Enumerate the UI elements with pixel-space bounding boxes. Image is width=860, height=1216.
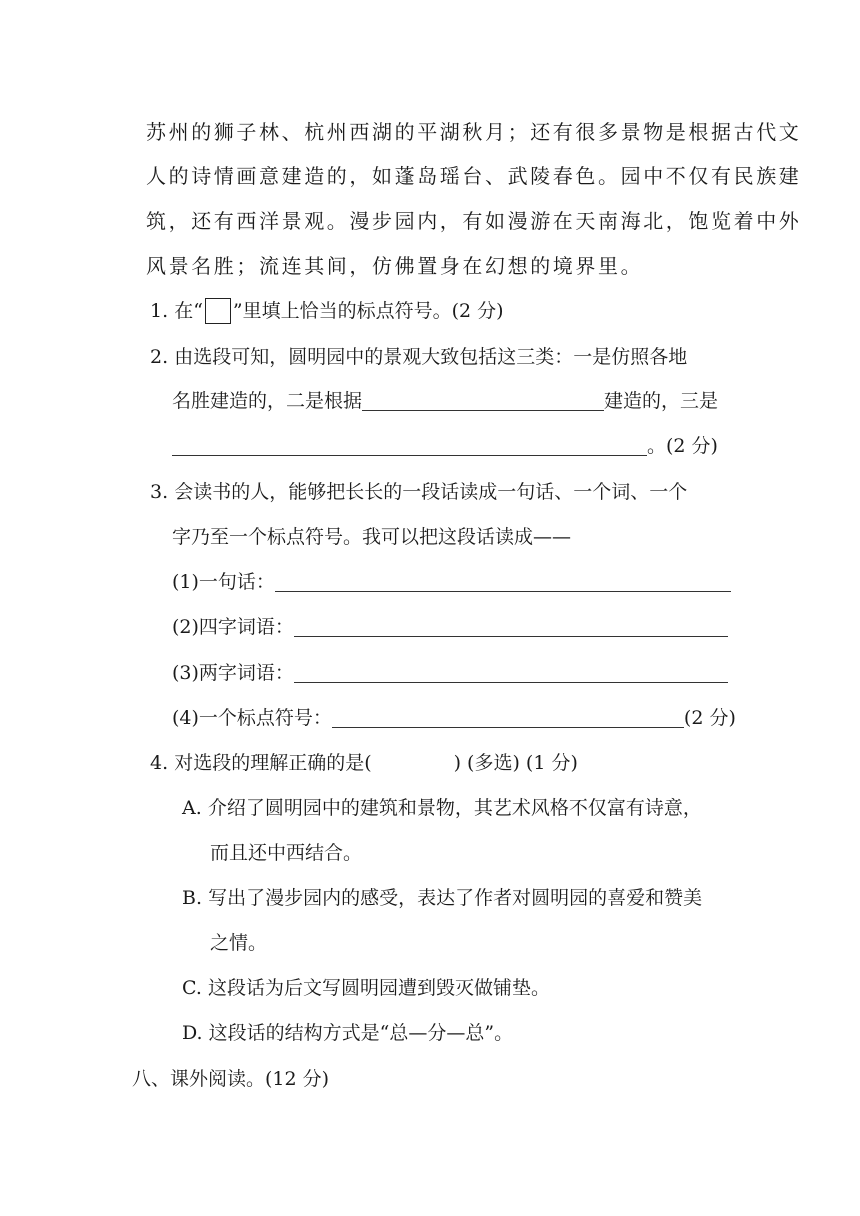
passage-line-4: 风景名胜；流连其间，仿佛置身在幻想的境界里。 [146, 254, 644, 278]
passage-line-3: 筑，还有西洋景观。漫步园内，有如漫游在天南海北，饱览着中外 [146, 209, 802, 233]
option-a-label: A. [182, 797, 202, 819]
question-3-item-1 [172, 567, 731, 594]
question-3-item-3-label: (3)两字词语： [172, 662, 294, 684]
question-4-text-before: 对选段的理解正确的是( [174, 752, 372, 774]
option-d-label: D. [182, 1022, 203, 1044]
question-3-text-1: 会读书的人，能够把长长的一段话读成一句话、一个词、一个 [174, 481, 688, 503]
option-c[interactable] [182, 973, 550, 1000]
question-2-text-1: 由选段可知，圆明园中的景观大致包括这三类：一是仿照各地 [174, 346, 688, 368]
question-3-item-3 [172, 658, 728, 685]
question-4 [150, 748, 578, 775]
question-3-item-4 [172, 703, 736, 730]
question-1-text-after: ”里填上恰当的标点符号。(2 分) [232, 300, 504, 322]
section-8-heading: 八、课外阅读。(12 分) [132, 1068, 330, 1090]
question-3-item-2 [172, 612, 728, 639]
option-d[interactable] [182, 1018, 513, 1045]
passage-line-2: 人的诗情画意建造的，如蓬岛瑶台、武陵春色。园中不仅有民族建 [146, 164, 802, 188]
answer-blank-2b[interactable] [172, 435, 647, 456]
question-4-number: 4. [150, 752, 169, 774]
answer-blank-3-2[interactable] [294, 616, 728, 637]
question-1-number: 1. [150, 300, 169, 322]
question-3-line-2: 字乃至一个标点符号。我可以把这段话读成—— [172, 526, 572, 548]
question-2-text-3-after: 。(2 分) [647, 435, 718, 457]
option-b-line-1[interactable] [182, 883, 702, 910]
question-2-line-3 [172, 431, 718, 458]
option-c-text: 这段话为后文写圆明园遭到毁灭做铺垫。 [207, 977, 550, 999]
question-2-text-2-before: 名胜建造的，二是根据 [172, 390, 363, 412]
question-3-line-1 [150, 477, 687, 504]
question-3-number: 3. [150, 481, 169, 503]
option-a-line-2: 而且还中西结合。 [210, 842, 363, 864]
question-2-number: 2. [150, 346, 169, 368]
question-4-text-after: ) (多选) (1 分) [453, 752, 578, 774]
answer-blank-3-3[interactable] [294, 662, 728, 683]
option-c-label: C. [182, 977, 202, 999]
option-b-text-1: 写出了漫步园内的感受，表达了作者对圆明园的喜爱和赞美 [208, 887, 703, 909]
answer-blank-3-1[interactable] [275, 571, 731, 592]
question-2-text-2-after: 建造的，三是 [604, 390, 719, 412]
question-1 [150, 296, 504, 324]
question-2-line-2 [172, 386, 718, 413]
question-3-item-1-label: (1)一句话： [172, 571, 275, 593]
punctuation-answer-box[interactable] [205, 298, 231, 324]
option-b-line-2: 之情。 [210, 932, 268, 954]
answer-blank-2a[interactable] [362, 390, 604, 411]
option-a-text-1: 介绍了圆明园中的建筑和景物，其艺术风格不仅富有诗意， [207, 797, 702, 819]
question-1-text-before: 在“ [174, 300, 203, 322]
question-3-item-2-label: (2)四字词语： [172, 616, 294, 638]
passage-line-1: 苏州的狮子林、杭州西湖的平湖秋月；还有很多景物是根据古代文 [146, 120, 802, 144]
answer-blank-3-4[interactable] [332, 707, 684, 728]
question-3-item-4-label: (4)一个标点符号： [172, 707, 332, 729]
question-2-line-1 [150, 342, 687, 369]
question-3-score: (2 分) [683, 707, 736, 729]
option-a-line-1[interactable] [182, 793, 702, 820]
option-b-label: B. [182, 887, 203, 909]
option-d-text: 这段话的结构方式是“总—分—总”。 [208, 1022, 514, 1044]
